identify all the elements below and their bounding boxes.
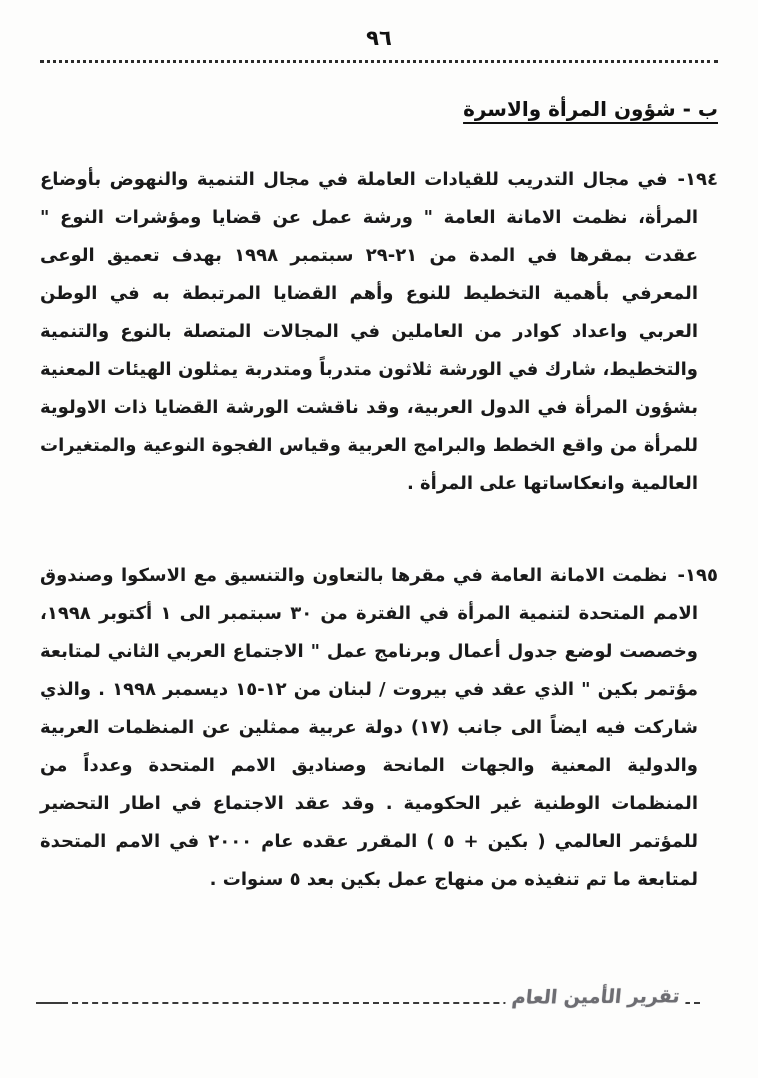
paragraph-195 — [40, 557, 718, 899]
paragraph-194-number: ١٩٤- — [677, 169, 718, 190]
section-heading: ب - شؤون المرأة والاسرة — [463, 97, 718, 121]
paragraph-194 — [40, 161, 718, 503]
top-divider — [40, 60, 718, 63]
paragraph-195-text: نظمت الامانة العامة في مقرها بالتعاون والتنسيق مع الاسكوا وصندوق الامم المتحدة لتنمية المرأة في الفترة من ٣٠ سبتمبر الى ١ أكتوبر ١٩٩٨، وخصصت لوضع جدول أعمال وبرنامج عمل " الاجتماع العربي الثاني لمتابعة مؤتمر بكين " الذي عقد في بيروت / لبنان من ١٢-١٥ ديسمبر ١٩٩٨ . والذي شاركت فيه ايضاً الى جانب (١٧) دولة عربية ممثلين عن المنظمات العربية والدولية المعنية والجهات المانحة وصناديق الامم المتحدة وعدداً من المنظمات الوطنية غير الحكومية . وقد عقد الاجتماع في اطار التحضير للمؤتمر العالمي ( بكين + ٥ ) المقرر عقده عام ٢٠٠٠ في الامم المتحدة لمتابعة ما تم تنفيذه من منهاج عمل بكين بعد ٥ سنوات . — [40, 565, 699, 890]
page-number: ٩٦ — [366, 26, 392, 50]
footer-stamp-text: تقرير الأمين العام — [505, 985, 687, 1009]
page-footer — [52, 985, 700, 1009]
paragraph-194-text: في مجال التدريب للقيادات العاملة في مجال التنمية والنهوض بأوضاع المرأة، نظمت الامانة العامة " ورشة عمل عن قضايا ومؤشرات النوع " عقدت بمقرها في المدة من ٢١-٢٩ سبتمبر ١٩٩٨ بهدف تعميق الوعى المعرفي بأهمية التخطيط للنوع وأهم القضايا المرتبطة به في الوطن العربي واعداد كوادر من العاملين في المجالات المتصلة بالنوع والتنمية والتخطيط، شارك في الورشة ثلاثون متدرباً ومتدربة يمثلون الهيئات المعنية بشؤون المرأة في الدول العربية، وقد ناقشت الورشة القضايا ذات الاولوية للمرأة من واقع الخطط والبرامج العربية وقياس الفجوة النوعية والمتغيرات العالمية وانعكاساتها على المرأة . — [40, 169, 698, 494]
paragraph-195-number: ١٩٥- — [677, 565, 718, 586]
